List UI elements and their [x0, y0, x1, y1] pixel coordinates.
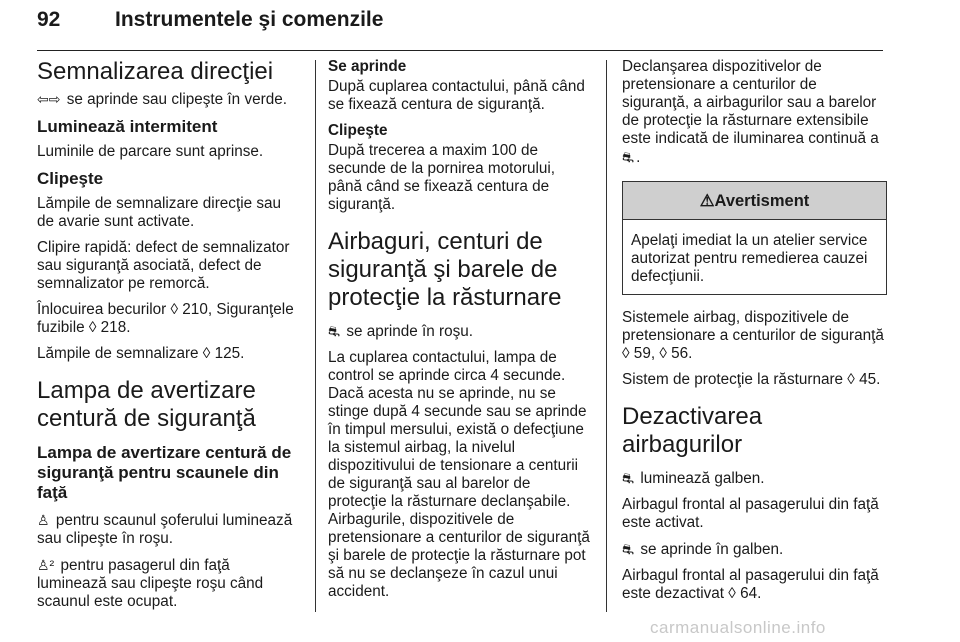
paragraph: [37, 511, 302, 548]
section-title: Airbaguri, centuri de siguranţă şi barele de protecţie la răsturnare: [328, 228, 562, 311]
warning-header: [623, 182, 886, 220]
paragraph: Clipire rapidă: defect de semnalizator sau siguranţă asociată, defect de semnalizator pe remorcă.: [37, 239, 290, 292]
paragraph: Airbagul frontal al pasagerului din faţă este dezactivat ◊ 64.: [622, 567, 879, 602]
paragraph: Luminile de parcare sunt aprinse.: [37, 143, 264, 160]
subheading: Luminează intermitent: [37, 117, 218, 136]
text: se aprinde în galben.: [640, 541, 784, 558]
paragraph: [37, 556, 302, 611]
airbag-icon: ⛐: [622, 149, 635, 165]
airbag-on-icon: ⛐: [622, 470, 635, 486]
paragraph: Airbagul frontal al pasagerului din faţă este activat.: [622, 496, 879, 531]
airbag-icon: ⛐: [328, 323, 341, 339]
column-divider: [315, 60, 316, 612]
paragraph: Lămpile de semnalizare ◊ 125.: [37, 345, 245, 362]
column-2: [328, 58, 590, 609]
page-number: 92: [37, 8, 61, 31]
paragraph: [328, 322, 590, 341]
chapter-title: Instrumentele şi comenzile: [115, 8, 384, 31]
paragraph: După cuplarea contactului, până când se fixează centura de siguranţă.: [328, 78, 585, 113]
watermark: carmanualsonline.info: [650, 618, 826, 637]
section-title: Dezactivarea airbagurilor: [622, 403, 763, 458]
text: Declanşarea dispozitivelor de pretensionare a centurilor de siguranţă, a airbagurilor sau a barelor de protecţie la răsturnare extensibile este indicată de iluminarea continuă a: [622, 58, 879, 147]
text: se aprinde în roşu.: [346, 323, 474, 340]
paragraph: Înlocuirea becurilor ◊ 210, Siguranţele fuzibile ◊ 218.: [37, 301, 294, 336]
paragraph: [622, 469, 887, 488]
column-divider: [606, 60, 607, 612]
warning-box: [622, 181, 887, 295]
paragraph: Lămpile de semnalizare direcţie sau de avarie sunt activate.: [37, 195, 282, 230]
column-1: [37, 58, 302, 619]
paragraph: Sistem de protecţie la răsturnare ◊ 45.: [622, 371, 881, 388]
section-title: Lampa de avertizare centură de siguranţă: [37, 377, 256, 432]
paragraph: La cuplarea contactului, lampa de control se aprinde circa 4 secunde. Dacă acesta nu se aprinde, nu se stinge după 4 secunde sau se aprinde în timpul mersului, există o defecţiune la sistemul airbag, la nivelul dispozitivului de tensionare a centurii de siguranţă sau al barelor de protecţie la răsturnare declanşabile. Airbagurile, dispozitivele de pretensionare a centurilor de siguranţă şi barele de protecţie la răsturnare pot să nu se declanşeze în cazul unui accident.: [328, 349, 590, 600]
seatbelt-passenger-icon: ♙²: [37, 557, 55, 573]
seatbelt-icon: ♙: [37, 512, 50, 528]
warning-icon: ⚠: [699, 192, 715, 210]
paragraph: [37, 90, 302, 109]
turn-signal-icon: ⇦⇨: [37, 91, 61, 107]
warning-text: Apelaţi imediat la un atelier service autorizat pentru remedierea cauzei defecţiunii.: [631, 232, 868, 285]
paragraph: Declanşarea dispozitivelor de pretensionare a centurilor de siguranţă, a airbagurilor sau a barelor de protecţie la răsturnare extensibile este indicată de iluminarea continuă a ⛐ .: [622, 58, 879, 166]
paragraph: [622, 540, 887, 559]
airbag-off-icon: ⛐: [622, 541, 635, 557]
text: pentru scaunul şoferului luminează sau clipeşte în roşu.: [37, 512, 293, 547]
subheading: Se aprinde: [328, 58, 407, 75]
text: pentru pasagerul din faţă luminează sau clipeşte roşu când scaunul este ocupat.: [37, 557, 264, 610]
paragraph: Sistemele airbag, dispozitivele de pretensionare a centurilor de siguranţă ◊ 59, ◊ 56.: [622, 309, 884, 362]
section-title: Semnalizarea direcţiei: [37, 58, 274, 85]
subheading: Clipeşte: [37, 169, 104, 188]
paragraph: După trecerea a maxim 100 de secunde de la pornirea motorului, până când se fixează centura de siguranţă.: [328, 142, 556, 213]
subheading: Lampa de avertizare centură de siguranţă pentru scaunele din faţă: [37, 443, 292, 502]
subheading: Clipeşte: [328, 122, 388, 139]
text: luminează galben.: [640, 470, 765, 487]
column-3: [622, 58, 887, 611]
text: se aprinde sau clipeşte în verde.: [66, 91, 287, 108]
warning-title: Avertisment: [714, 192, 810, 210]
page-header: [37, 0, 883, 51]
